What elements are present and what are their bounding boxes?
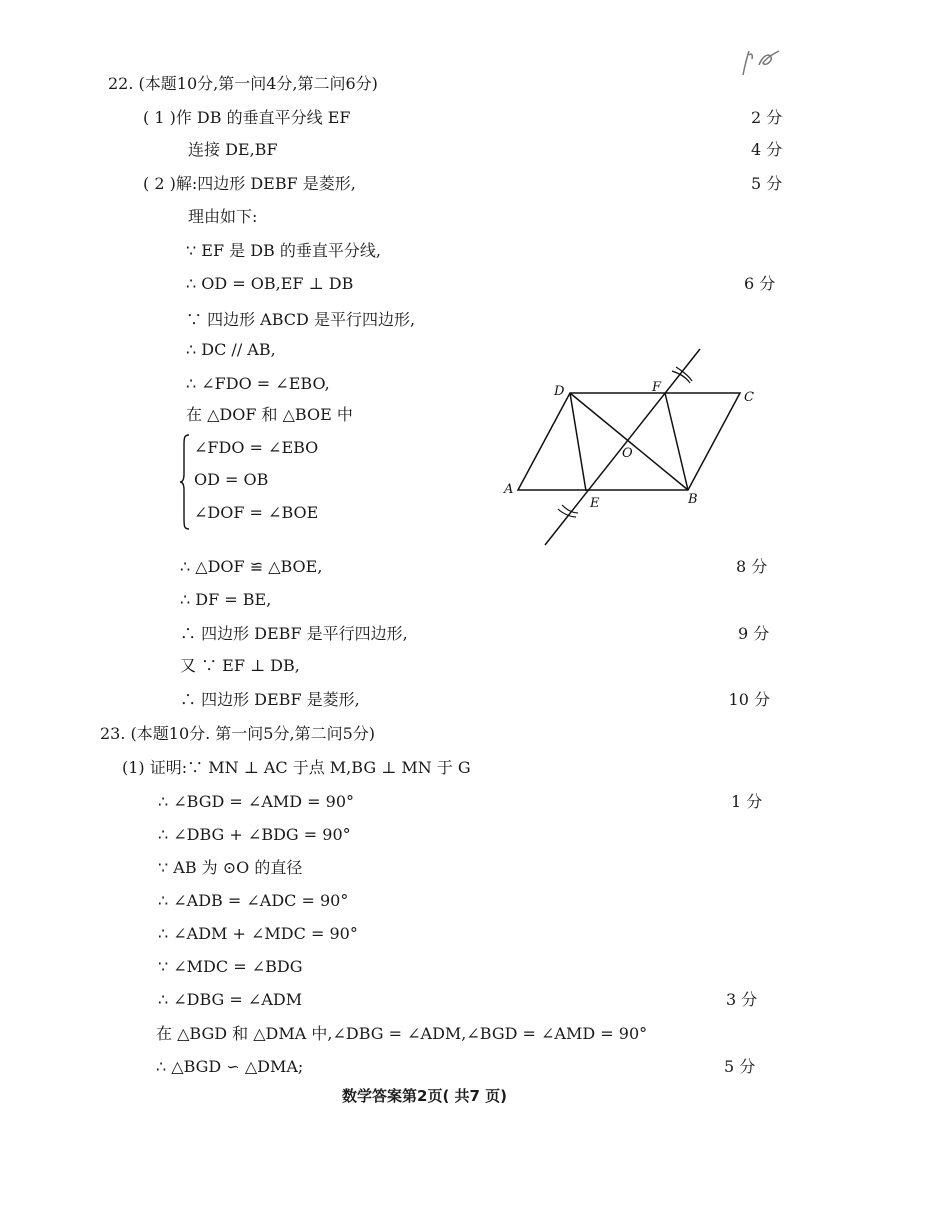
system-eq3: ∠DOF = ∠BOE (194, 503, 319, 522)
q23-title: 23. (本题10分. 第一问5分,第二问5分) (100, 724, 375, 743)
segment-bf (665, 393, 688, 490)
q22-part1-line2 (188, 140, 783, 160)
q22-step11-line (180, 690, 770, 710)
q23-step8: 在 △BGD 和 △DMA 中,∠DBG = ∠ADM,∠BGD = ∠AMD = 90° (156, 1024, 648, 1043)
label-o: O (622, 446, 633, 461)
score-badge: 5 分 (724, 1057, 756, 1076)
q23-step9-line (156, 1057, 756, 1077)
score-badge: 2 分 (751, 108, 783, 127)
q22-step5: ∴ ∠FDO = ∠EBO, (186, 374, 330, 393)
segment-de (570, 393, 586, 491)
q22-step9-line (180, 624, 770, 644)
leader-dots (360, 792, 725, 812)
q22-part2-text1: 解:四边形 DEBF 是菱形, (175, 174, 356, 193)
score-badge: 4 分 (751, 140, 783, 159)
label-b: B (688, 492, 698, 507)
score-badge: 6 分 (744, 274, 776, 293)
leader-dots (309, 1057, 718, 1077)
leader-dots (359, 274, 738, 294)
q22-part2-line1 (143, 174, 783, 194)
q22-part1-text2: 连接 DE,BF (188, 140, 278, 159)
leader-dots (414, 624, 732, 644)
q22-step3: ∵ 四边形 ABCD 是平行四边形, (186, 310, 416, 329)
q22-step11: ∴ 四边形 DEBF 是菱形, (180, 690, 360, 709)
label-f: F (652, 380, 662, 395)
q22-step8: ∴ DF = BE, (180, 590, 272, 609)
q22-step6: 在 △DOF 和 △BOE 中 (186, 405, 353, 424)
q23-step7: ∴ ∠DBG = ∠ADM (158, 990, 303, 1009)
q23-step1: ∴ ∠BGD = ∠AMD = 90° (158, 792, 355, 811)
score-badge: 3 分 (726, 990, 758, 1009)
q22-part2-label: ( 2 ) (143, 174, 176, 193)
q23-step5: ∴ ∠ADM + ∠MDC = 90° (158, 924, 358, 943)
q22-reason: 理由如下: (188, 207, 258, 226)
q22-part1-label: ( 1 ) (143, 108, 176, 127)
q22-step1: ∵ EF 是 DB 的垂直平分线, (186, 241, 381, 260)
leader-dots (328, 557, 730, 577)
q23-step1-line (158, 792, 763, 812)
q23-step9: ∴ △BGD ∽ △DMA; (156, 1057, 304, 1076)
system-eq2: OD = OB (194, 470, 269, 489)
system-brace (180, 434, 190, 530)
q23-part1: (1) 证明:∵ MN ⊥ AC 于点 M,BG ⊥ MN 于 G (122, 758, 471, 777)
parallelogram-figure (500, 345, 770, 550)
q22-step2: ∴ OD = OB,EF ⊥ DB (186, 274, 354, 293)
score-badge: 5 分 (751, 174, 783, 193)
system-eq1: ∠FDO = ∠EBO (194, 438, 319, 457)
page-footer: 数学答案第2页( 共7 页) (342, 1087, 508, 1105)
leader-dots (362, 174, 745, 194)
label-a: A (504, 482, 514, 497)
q22-part1-line1 (143, 108, 783, 128)
q22-title: 22. (本题10分,第一问4分,第二问6分) (108, 74, 378, 93)
q22-step7-line (180, 557, 768, 577)
q23-step3: ∵ AB 为 ⊙O 的直径 (158, 858, 303, 877)
pen-scribble-mark (735, 45, 785, 80)
q23-step6: ∵ ∠MDC = ∠BDG (158, 957, 303, 976)
q22-step9: ∴ 四边形 DEBF 是平行四边形, (180, 624, 408, 643)
diagonal-db (570, 393, 688, 490)
q22-step7: ∴ △DOF ≌ △BOE, (180, 557, 323, 576)
q22-part1-text1: 作 DB 的垂直平分线 EF (175, 108, 351, 127)
label-d: D (554, 384, 565, 399)
leader-dots (356, 108, 745, 128)
score-badge: 9 分 (738, 624, 770, 643)
score-badge: 10 分 (728, 690, 770, 709)
score-badge: 1 分 (731, 792, 763, 811)
leader-dots (284, 140, 745, 160)
q23-step7-line (158, 990, 758, 1010)
q22-step4: ∴ DC // AB, (186, 340, 276, 359)
leader-dots (366, 690, 723, 710)
q22-step2-line (186, 274, 776, 294)
q23-step2: ∴ ∠DBG + ∠BDG = 90° (158, 825, 351, 844)
q23-step4: ∴ ∠ADB = ∠ADC = 90° (158, 891, 349, 910)
score-badge: 8 分 (736, 557, 768, 576)
leader-dots (308, 990, 720, 1010)
label-c: C (744, 390, 754, 405)
label-e: E (590, 496, 600, 511)
q22-step10: 又 ∵ EF ⊥ DB, (180, 656, 300, 675)
